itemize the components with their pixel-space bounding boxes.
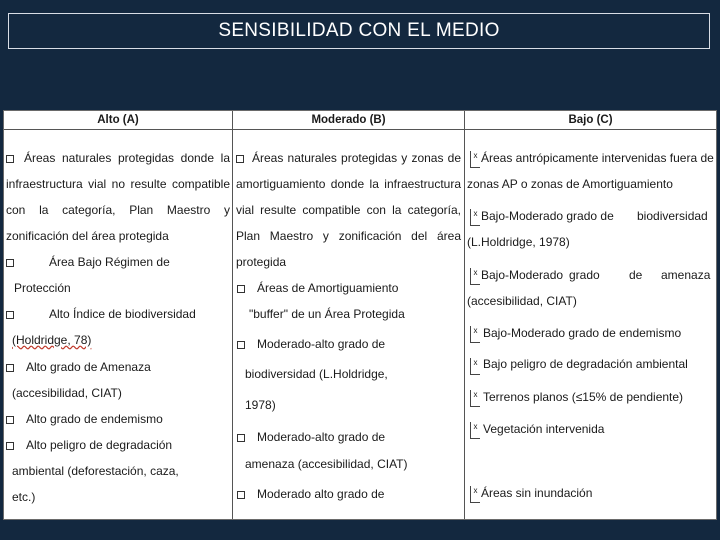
header-bajo: Bajo (C): [568, 114, 613, 126]
column-moderado: [233, 111, 465, 519]
list-item-text: (L.Holdridge, 1978): [467, 235, 570, 249]
list-item-text: amenaza (accesibilidad, CIAT): [245, 457, 408, 471]
check-mark-icon: x: [470, 268, 480, 285]
list-item: Área Bajo Régimen de: [49, 255, 170, 269]
check-mark-icon: x: [470, 326, 480, 343]
check-mark-icon: x: [470, 422, 480, 439]
list-item: Vegetación intervenida: [483, 422, 605, 436]
column-alto: [4, 111, 233, 519]
list-item-text: "buffer" de un Área Protegida: [249, 307, 405, 321]
list-item: Áreas naturales protegidas y zonas de: [236, 151, 461, 165]
list-item-text: biodiversidad: [637, 209, 708, 223]
list-item: Alto grado de endemismo: [26, 412, 163, 426]
checkbox-icon: [6, 442, 14, 450]
checkbox-icon: [6, 364, 14, 372]
list-item: Áreas naturales protegidas donde la: [6, 151, 230, 165]
list-item: Bajo-Moderado: [481, 268, 564, 282]
check-mark-icon: x: [470, 209, 480, 226]
list-item: Bajo peligro de degradación ambiental: [483, 357, 688, 371]
list-item-text: con la categoría, Plan Maestro y: [6, 203, 230, 217]
list-item-text: amortiguamiento donde la infraestructura: [236, 177, 461, 191]
header-alto: Alto (A): [97, 114, 139, 126]
list-item: Áreas de Amortiguamiento: [257, 281, 399, 295]
check-mark-icon: x: [470, 358, 480, 375]
list-item-text: infraestructura vial no resulte compatible: [6, 177, 230, 191]
checkbox-icon: [237, 434, 245, 442]
list-item: Bajo-Moderado grado de endemismo: [483, 326, 682, 340]
list-item-text: (Holdridge, 78): [12, 333, 92, 347]
list-item: Moderado-alto grado de: [257, 337, 386, 351]
checkbox-icon: [237, 285, 245, 293]
checkbox-icon: [236, 155, 244, 163]
list-item-text: 1978): [245, 398, 276, 412]
list-item: Alto peligro de degradación: [26, 438, 173, 452]
list-item-text: zonificación del área protegida: [6, 229, 169, 243]
list-item-text: Plan Maestro y zonificación del área: [236, 229, 461, 243]
list-item: Moderado-alto grado de: [257, 430, 386, 444]
list-item-text: Protección: [14, 281, 71, 295]
checkbox-icon: [6, 259, 14, 267]
checkbox-icon: [237, 491, 245, 499]
list-item-text: ambiental (deforestación, caza,: [12, 464, 179, 478]
list-item-text: biodiversidad (L.Holdridge,: [245, 367, 388, 381]
list-item-text: de: [629, 268, 643, 282]
list-item-text: vial resulte compatible con la categoría,: [236, 203, 461, 217]
checkbox-icon: [6, 416, 14, 424]
sensitivity-table: [3, 110, 717, 520]
list-item-text: amenaza: [661, 268, 711, 282]
column-bajo: [465, 111, 716, 519]
list-item-text: etc.): [12, 490, 36, 504]
list-item-text: (accesibilidad, CIAT): [12, 386, 122, 400]
list-item: Bajo-Moderado grado de: [481, 209, 614, 223]
header-divider: [4, 129, 232, 130]
list-item: Alto Índice de biodiversidad: [49, 307, 196, 321]
check-mark-icon: x: [470, 390, 480, 407]
header-moderado: Moderado (B): [311, 114, 386, 126]
list-item: Alto grado de Amenaza: [26, 360, 151, 374]
header-divider: [233, 129, 464, 130]
title-frame: [8, 13, 710, 49]
header-divider: [465, 129, 716, 130]
list-item: Áreas antrópicamente intervenidas fuera de: [481, 151, 714, 165]
check-mark-icon: x: [470, 486, 480, 503]
list-item-text: grado: [569, 268, 600, 282]
checkbox-icon: [237, 341, 245, 349]
list-item-text: zonas AP o zonas de Amortiguamiento: [467, 177, 673, 191]
checkbox-icon: [6, 155, 14, 163]
checkbox-icon: [6, 311, 14, 319]
list-item-text: protegida: [236, 255, 287, 269]
slide-title: SENSIBILIDAD CON EL MEDIO: [218, 20, 500, 41]
list-item: Terrenos planos (≤15% de pendiente): [483, 390, 684, 404]
list-item: Moderado alto grado de: [257, 487, 385, 501]
list-item-text: (accesibilidad, CIAT): [467, 294, 577, 308]
check-mark-icon: x: [470, 151, 480, 168]
list-item: Áreas sin inundación: [481, 486, 593, 500]
